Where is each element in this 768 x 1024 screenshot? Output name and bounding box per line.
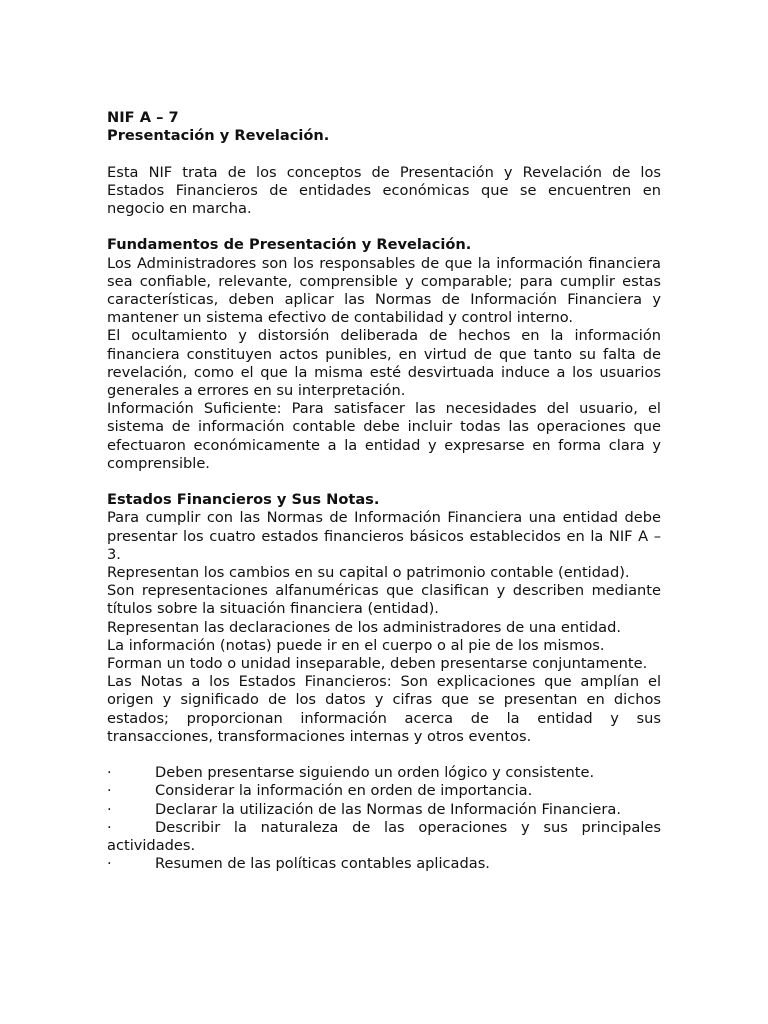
bullet-text: Resumen de las políticas contables aplicadas.: [155, 855, 490, 873]
paragraph: La información (notas) puede ir en el cuerpo o al pie de los mismos.: [107, 636, 605, 654]
paragraph: Información Suficiente: Para satisfacer las necesidades del usuario, el sistema de información contable debe incluir todas las operaciones que efectuaron económicamente a la entidad y expresarse en forma clara y comprensible.: [107, 400, 661, 472]
spacer: [107, 746, 661, 764]
spacer: [107, 145, 661, 163]
bullet-item: [107, 782, 661, 800]
bullet-text: Deben presentarse siguiendo un orden lógico y consistente.: [155, 764, 595, 782]
paragraph: Los Administradores son los responsables de que la información financiera sea confiable, relevante, comprensible y comparable; para cumplir estas características, deben aplicar las Normas de Información Financiera y mantener un sistema efectivo de contabilidad y control interno.: [107, 254, 661, 327]
bullet-marker: ·: [107, 782, 112, 800]
bullet-marker: ·: [107, 800, 112, 818]
bullet-item: [107, 801, 661, 819]
bullet-text: Considerar la información en orden de importancia.: [155, 782, 533, 800]
spacer: [107, 218, 661, 236]
bullet-marker: ·: [107, 855, 112, 873]
paragraph: El ocultamiento y distorsión deliberada de hechos en la información financiera constituyen actos punibles, en virtud de que tanto su falta de revelación, como el que la misma esté desvirtuada induce a los usuarios generales a errores en su interpretación.: [107, 327, 661, 400]
document-subtitle: Presentación y Revelación.: [107, 127, 330, 145]
paragraph: Para cumplir con las Normas de Información Financiera una entidad debe presentar los cuatro estados financieros básicos establecidos en la NIF A – 3.: [107, 509, 661, 563]
paragraph: Son representaciones alfanuméricas que clasifican y describen mediante títulos sobre la situación financiera (entidad).: [107, 582, 661, 618]
intro-paragraph: Esta NIF trata de los conceptos de Presentación y Revelación de los Estados Financieros de entidades económicas que se encuentren en negocio en marcha.: [107, 163, 661, 217]
document-page: [107, 109, 661, 873]
paragraph: Forman un todo o unidad inseparable, deben presentarse conjuntamente.: [107, 655, 648, 673]
section-heading-fundamentos: Fundamentos de Presentación y Revelación.: [107, 236, 472, 254]
bullet-text: Describir la naturaleza de las operaciones y sus principales actividades.: [107, 818, 661, 855]
document-title: NIF A – 7: [107, 109, 179, 126]
bullet-marker: ·: [107, 764, 112, 782]
bullet-text: Declarar la utilización de las Normas de Información Financiera.: [155, 800, 621, 818]
spacer: [107, 473, 661, 491]
paragraph: Las Notas a los Estados Financieros: Son explicaciones que amplían el origen y significado de los datos y cifras que se presentan en dichos estados; proporcionan información acerca de la entidad y sus transacciones, transformaciones internas y otros eventos.: [107, 673, 661, 745]
section-heading-estados: Estados Financieros y Sus Notas.: [107, 491, 380, 509]
bullet-marker: ·: [107, 818, 112, 836]
bullet-item: [107, 819, 661, 855]
bullet-item: [107, 855, 661, 873]
paragraph: Representan los cambios en su capital o patrimonio contable (entidad).: [107, 564, 630, 582]
paragraph: Representan las declaraciones de los administradores de una entidad.: [107, 618, 622, 636]
bullet-item: [107, 764, 661, 782]
